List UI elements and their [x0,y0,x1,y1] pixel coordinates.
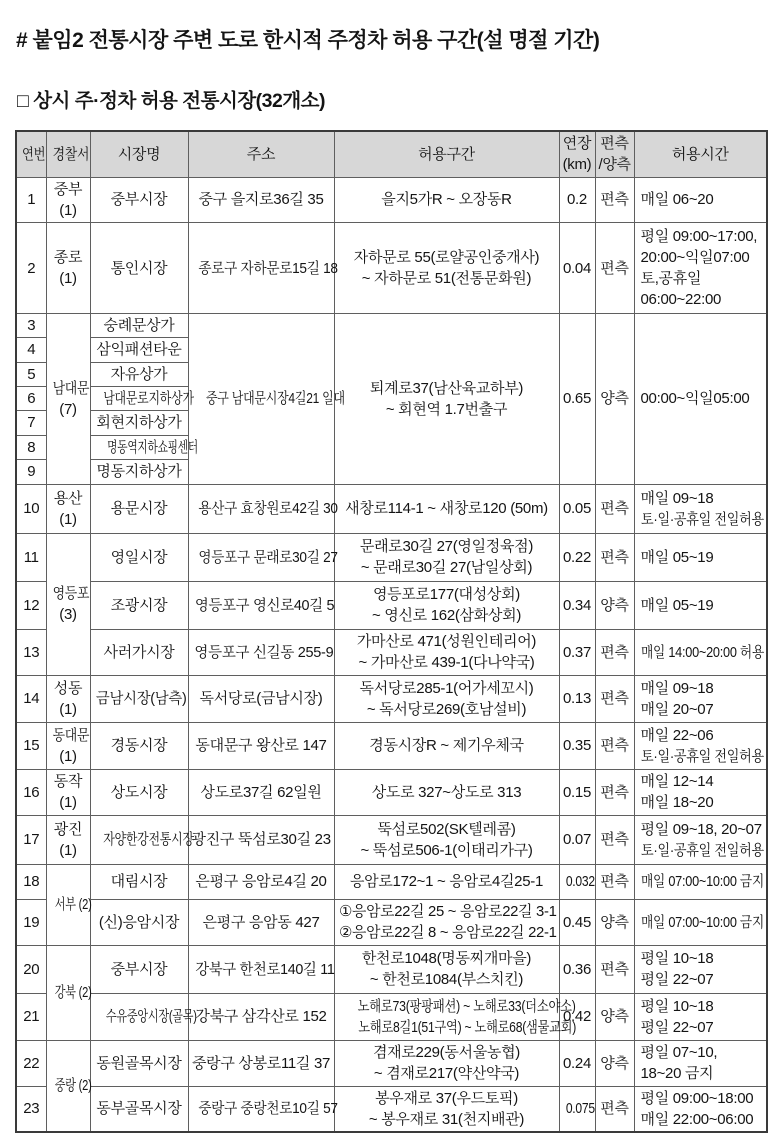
section-title: □ 상시 주·정차 허용 전통시장(32개소) [17,90,326,112]
table-cell: 13 [16,629,46,675]
table-cell: 영등포구 영신로40길 5 [188,581,334,629]
table-cell: 9 [16,459,46,484]
table-cell: 0.45 [559,899,595,945]
table-cell: 편측 [595,675,634,722]
header-row [16,131,767,177]
table-cell: 평일 09~18, 20~07 토·일·공휴일 전일허용 [634,815,767,864]
table-row [16,581,767,629]
table-cell: 편측 [595,484,634,533]
table-cell: 매일 07:00~10:00 금지 [634,864,767,899]
table-cell: 양측 [595,581,634,629]
table-cell: 3 [16,314,46,338]
table-row [16,177,767,223]
table-cell: 용산구 효창원로42길 30 [188,484,334,533]
table-cell: 16 [16,769,46,815]
table-cell: 편측 [595,815,634,864]
table-cell: 성동 (1) [46,675,90,722]
table-cell: 새창로114-1 ~ 새창로120 (50m) [334,484,559,533]
table-cell: 한천로1048(명동찌개마을) ~ 한천로1084(부스치킨) [334,945,559,993]
table-cell: 매일 09~18 토·일·공휴일 전일허용 [634,484,767,533]
table-row [16,314,767,338]
table-cell: 강북구 한천로140길 11 [188,945,334,993]
table-cell: 수유중앙시장(골목) [90,993,188,1040]
table-cell: 종로 (1) [46,223,90,314]
table-cell: 동대문구 왕산로 147 [188,722,334,769]
table-cell: 0.22 [559,533,595,581]
table-cell: 영등포 (3) [46,533,90,675]
table-cell: 0.15 [559,769,595,815]
table-row [16,993,767,1040]
table-cell: 편측 [595,945,634,993]
table-cell: 매일 09~18 매일 20~07 [634,675,767,722]
table-cell: 6 [16,387,46,411]
column-header: 시장명 [90,131,188,177]
table-cell: 0.032 [559,864,595,899]
table-cell: 편측 [595,864,634,899]
table-cell: 숭례문상가 [90,314,188,338]
table-cell: 14 [16,675,46,722]
table-cell: 중부시장 [90,177,188,223]
table-cell: 매일 05~19 [634,581,767,629]
table-cell: 통인시장 [90,223,188,314]
column-header: 허용구간 [334,131,559,177]
table-cell: 0.075 [559,1086,595,1132]
column-header: 주소 [188,131,334,177]
table-cell: 광진구 뚝섬로30길 23 [188,815,334,864]
table-row [16,864,767,899]
table-cell: 종로구 자하문로15길 18 [188,223,334,314]
table-cell: 남대문로지하상가 [90,387,188,411]
table-cell: 문래로30길 27(영일정육점) ~ 문래로30길 27(남일상회) [334,533,559,581]
table-cell: 매일 05~19 [634,533,767,581]
table-cell: 사러가시장 [90,629,188,675]
table-row [16,484,767,533]
table-cell: 중부시장 [90,945,188,993]
table-cell: 자유상가 [90,362,188,386]
table-cell: 삼익패션타운 [90,338,188,362]
table-row [16,899,767,945]
table-cell: 노해로73(팡팡패션) ~ 노해로33(더소야소) 노해로8길1(51구역) ~ 노해로68(샘물교회) [334,993,559,1040]
table-cell: 은평구 응암로4길 20 [188,864,334,899]
table-cell: 10 [16,484,46,533]
table-cell: 23 [16,1086,46,1132]
table-cell: 서부 (2) [46,864,90,945]
table-row [16,629,767,675]
table-cell: 독서당로(금남시장) [188,675,334,722]
table-cell: 퇴계로37(남산육교하부) ~ 회현역 1.7번출구 [334,314,559,485]
table-cell: 15 [16,722,46,769]
table-cell: 편측 [595,629,634,675]
table-cell: 강북 (2) [46,945,90,1040]
table-cell: 응암로172~1 ~ 응암로4길25-1 [334,864,559,899]
table-cell: 영등포구 문래로30길 27 [188,533,334,581]
table-cell: 동대문 (1) [46,722,90,769]
table-cell: 편측 [595,722,634,769]
table-cell: 8 [16,435,46,459]
table-cell: 자양한강전통시장 [90,815,188,864]
markets-table-head [16,131,767,177]
table-cell: 조광시장 [90,581,188,629]
table-cell: 매일 12~14 매일 18~20 [634,769,767,815]
table-cell: 평일 07~10, 18~20 금지 [634,1040,767,1086]
table-cell: 0.34 [559,581,595,629]
table-cell: 동원골목시장 [90,1040,188,1086]
table-cell: 자하문로 55(로얄공인중개사) ~ 자하문로 51(전통문화원) [334,223,559,314]
table-cell: 중구 을지로36길 35 [188,177,334,223]
table-cell: 평일 09:00~17:00, 20:00~익일07:00 토,공휴일 06:00~22:00 [634,223,767,314]
table-cell: 은평구 응암동 427 [188,899,334,945]
table-cell: 5 [16,362,46,386]
table-cell: 22 [16,1040,46,1086]
table-cell: 평일 09:00~18:00 매일 22:00~06:00 [634,1086,767,1132]
table-cell: 광진 (1) [46,815,90,864]
table-cell: 20 [16,945,46,993]
table-cell: 영등포구 신길동 255-9 [188,629,334,675]
table-cell: 평일 10~18 평일 22~07 [634,993,767,1040]
table-cell: 경동시장R ~ 제기우체국 [334,722,559,769]
table-cell: 상도로37길 62일원 [188,769,334,815]
table-cell: (신)응암시장 [90,899,188,945]
table-cell: 중랑구 중랑천로10길 57 [188,1086,334,1132]
table-cell: 21 [16,993,46,1040]
table-cell: 0.2 [559,177,595,223]
table-cell: 대림시장 [90,864,188,899]
table-cell: 용문시장 [90,484,188,533]
table-cell: 편측 [595,223,634,314]
table-cell: 0.05 [559,484,595,533]
markets-table-body [16,177,767,1132]
table-row [16,945,767,993]
table-cell: 금남시장(남측) [90,675,188,722]
table-cell: 겸재로229(동서울농협) ~ 겸재로217(약산약국) [334,1040,559,1086]
table-cell: 4 [16,338,46,362]
table-cell: 매일 22~06 토·일·공휴일 전일허용 [634,722,767,769]
table-cell: 0.35 [559,722,595,769]
table-cell: 용산 (1) [46,484,90,533]
table-cell: 19 [16,899,46,945]
column-header: 연번 [16,131,46,177]
table-cell: 경동시장 [90,722,188,769]
table-cell: 매일 06~20 [634,177,767,223]
table-cell: 1 [16,177,46,223]
table-cell: 가마산로 471(성원인테리어) ~ 가마산로 439-1(다나약국) [334,629,559,675]
table-cell: 영일시장 [90,533,188,581]
table-row [16,722,767,769]
table-cell: 명동지하상가 [90,459,188,484]
page-title: # 붙임2 전통시장 주변 도로 한시적 주정차 허용 구간(설 명절 기간) [16,29,600,52]
column-header: 연장 (km) [559,131,595,177]
table-cell: 0.07 [559,815,595,864]
table-cell: 00:00~익일05:00 [634,314,767,485]
table-cell: 강북구 삼각산로 152 [188,993,334,1040]
table-row [16,1040,767,1086]
table-cell: 영등포로177(대성상회) ~ 영신로 162(삼화상회) [334,581,559,629]
table-row [16,533,767,581]
table-cell: 양측 [595,1040,634,1086]
table-cell: 편측 [595,533,634,581]
table-cell: 독서당로285-1(어가세꼬시) ~ 독서당로269(호남설비) [334,675,559,722]
table-cell: 0.24 [559,1040,595,1086]
table-row [16,675,767,722]
table-cell: 편측 [595,769,634,815]
table-cell: 17 [16,815,46,864]
table-cell: 0.42 [559,993,595,1040]
table-cell: 0.37 [559,629,595,675]
table-cell: 양측 [595,993,634,1040]
table-cell: 12 [16,581,46,629]
table-cell: 편측 [595,1086,634,1132]
table-cell: 18 [16,864,46,899]
table-cell: 중랑 (2) [46,1040,90,1132]
table-cell: 편측 [595,177,634,223]
table-row [16,1086,767,1132]
column-header: 편측 /양측 [595,131,634,177]
table-cell: 회현지하상가 [90,411,188,435]
table-cell: 0.13 [559,675,595,722]
table-row [16,815,767,864]
table-cell: 동부골목시장 [90,1086,188,1132]
table-cell: 7 [16,411,46,435]
table-cell: ①응암로22길 25 ~ 응암로22길 3-1 ②응암로22길 8 ~ 응암로22길 22-1 [334,899,559,945]
table-cell: 을지5가R ~ 오장동R [334,177,559,223]
table-cell: 0.65 [559,314,595,485]
table-cell: 매일 07:00~10:00 금지 [634,899,767,945]
table-cell: 양측 [595,314,634,485]
table-cell: 0.04 [559,223,595,314]
table-cell: 봉우재로 37(우드토픽) ~ 봉우재로 31(천지배관) [334,1086,559,1132]
table-cell: 평일 10~18 평일 22~07 [634,945,767,993]
table-row [16,223,767,314]
table-cell: 양측 [595,899,634,945]
column-header: 허용시간 [634,131,767,177]
table-cell: 매일 14:00~20:00 허용 [634,629,767,675]
markets-table [15,130,768,1133]
table-cell: 11 [16,533,46,581]
column-header: 경찰서 [46,131,90,177]
table-cell: 동작 (1) [46,769,90,815]
table-cell: 뚝섬로502(SK텔레콤) ~ 뚝섬로506-1(이태리가구) [334,815,559,864]
table-cell: 남대문 (7) [46,314,90,485]
table-row [16,769,767,815]
table-cell: 중랑구 상봉로11길 37 [188,1040,334,1086]
table-cell: 2 [16,223,46,314]
table-cell: 중부 (1) [46,177,90,223]
table-cell: 상도시장 [90,769,188,815]
table-cell: 상도로 327~상도로 313 [334,769,559,815]
table-cell: 중구 남대문시장4길21 일대 [188,314,334,485]
table-cell: 명동역지하쇼핑센터 [90,435,188,459]
table-cell: 0.36 [559,945,595,993]
